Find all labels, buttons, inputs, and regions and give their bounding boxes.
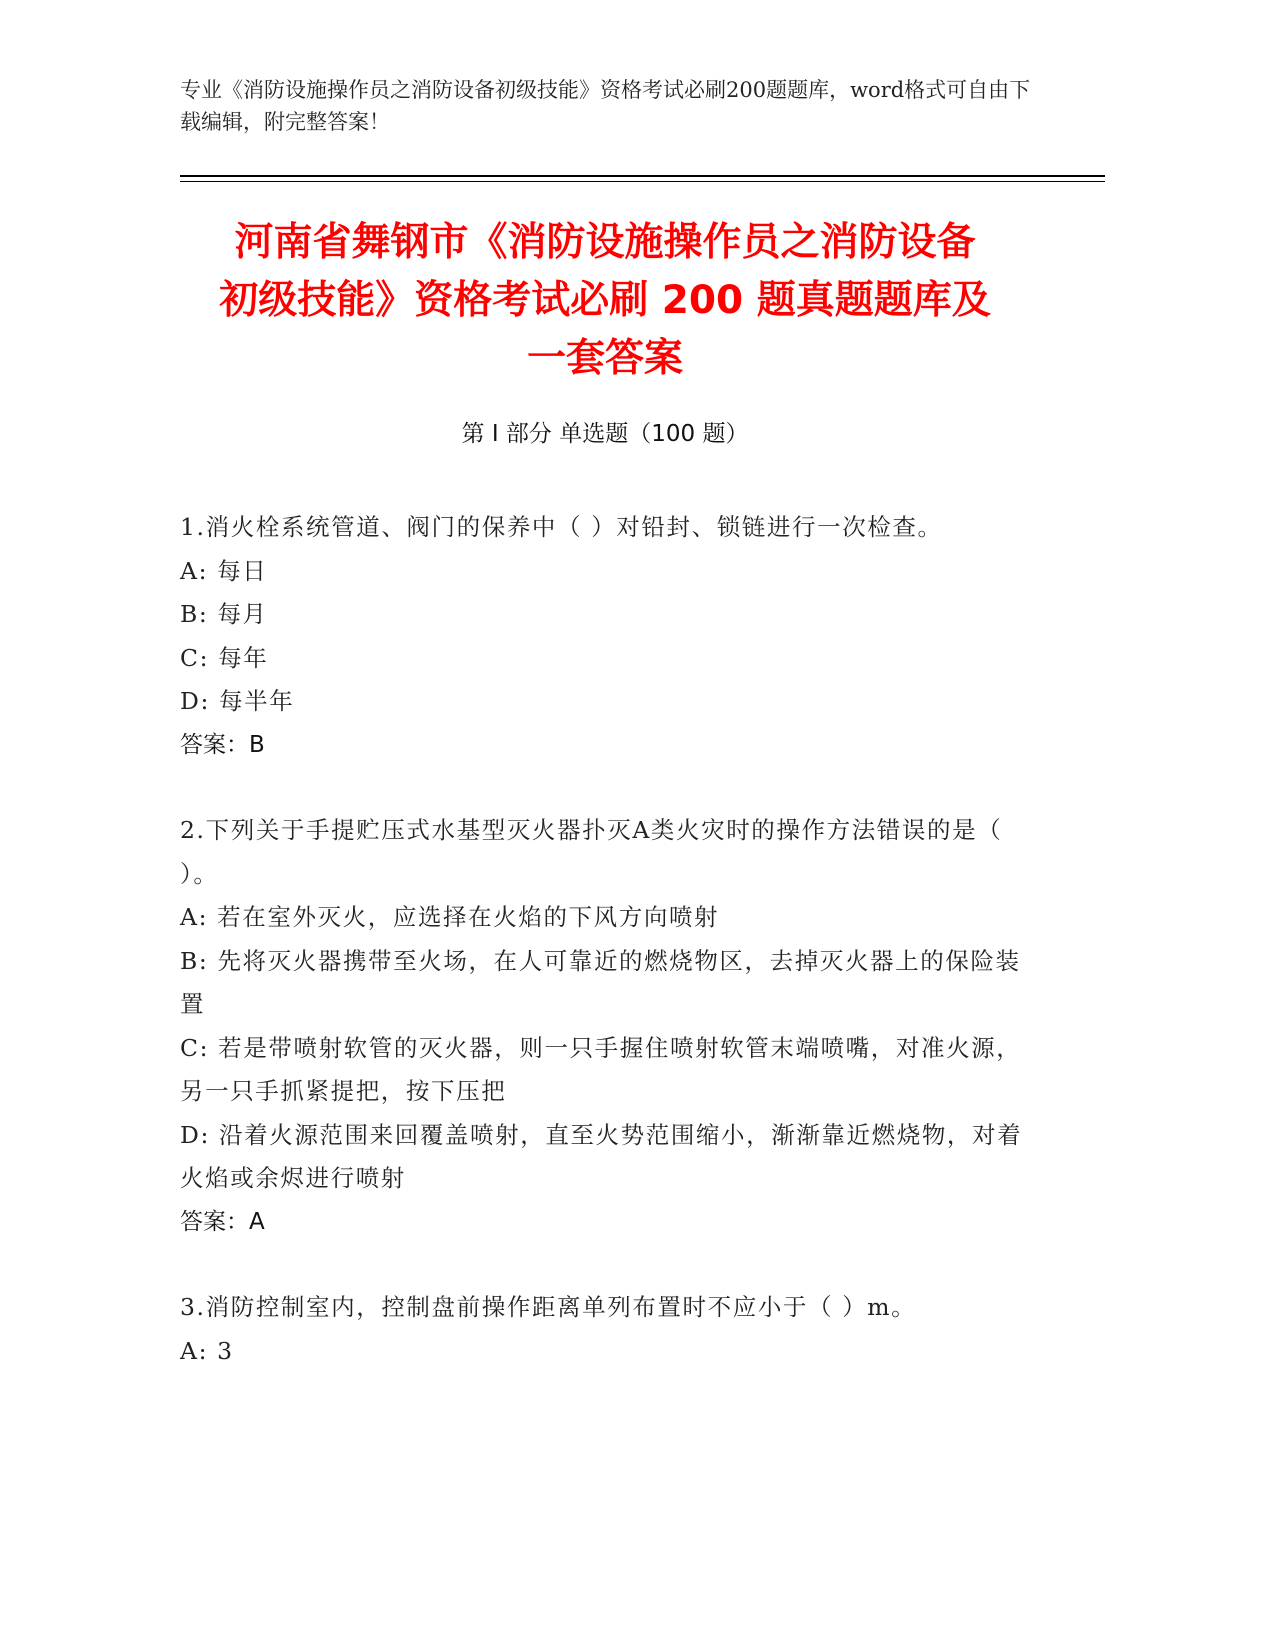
header-note: 专业《消防设施操作员之消防设备初级技能》资格考试必刷200题题库，word格式可自由下载编辑，附完整答案！ <box>180 78 1031 134</box>
title-line-1: 河南省舞钢市《消防设施操作员之消防设备 <box>234 220 976 265</box>
option-a: A: 3 <box>180 1336 234 1365</box>
title-line-2: 初级技能》资格考试必刷 200 题真题题库及 <box>219 278 991 323</box>
option-c: C: 若是带喷射软管的灭火器，则一只手握住喷射软管末端喷嘴，对准火源，另一只手抓紧提把，按下压把 <box>180 1033 1022 1105</box>
answer: 答案：B <box>180 731 265 758</box>
header-divider-thin <box>180 181 1105 182</box>
option-d: D: 每半年 <box>180 687 295 715</box>
section-heading: 第 I 部分 单选题（100 题） <box>461 421 749 447</box>
header-divider-thick <box>180 175 1105 177</box>
option-b: B: 先将灭火器携带至火场，在人可靠近的燃烧物区，去掉灭火器上的保险装置 <box>180 946 1021 1018</box>
answer: 答案：A <box>180 1208 265 1235</box>
question-stem: 3.消防控制室内，控制盘前操作距离单列布置时不应小于（ ）m。 <box>180 1293 917 1321</box>
option-a: A: 每日 <box>180 556 268 585</box>
option-d: D: 沿着火源范围来回覆盖喷射，直至火势范围缩小，渐渐靠近燃烧物，对着火焰或余烬进行喷射 <box>180 1120 1023 1192</box>
option-b: B: 每月 <box>180 600 268 628</box>
question-1 <box>180 506 1040 767</box>
question-stem: 2.下列关于手提贮压式水基型灭火器扑灭A类火灾时的操作方法错误的是（ ）。 <box>180 816 1003 888</box>
option-c: C: 每年 <box>180 643 269 672</box>
question-list <box>180 506 1040 1415</box>
question-3 <box>180 1286 1040 1373</box>
question-2 <box>180 809 1040 1244</box>
option-a: A: 若在室外灭火，应选择在火焰的下风方向喷射 <box>180 903 720 931</box>
title-line-3: 一套答案 <box>526 336 683 381</box>
question-stem: 1.消火栓系统管道、阀门的保养中（ ）对铅封、锁链进行一次检查。 <box>180 513 943 541</box>
document-title <box>180 214 1030 388</box>
